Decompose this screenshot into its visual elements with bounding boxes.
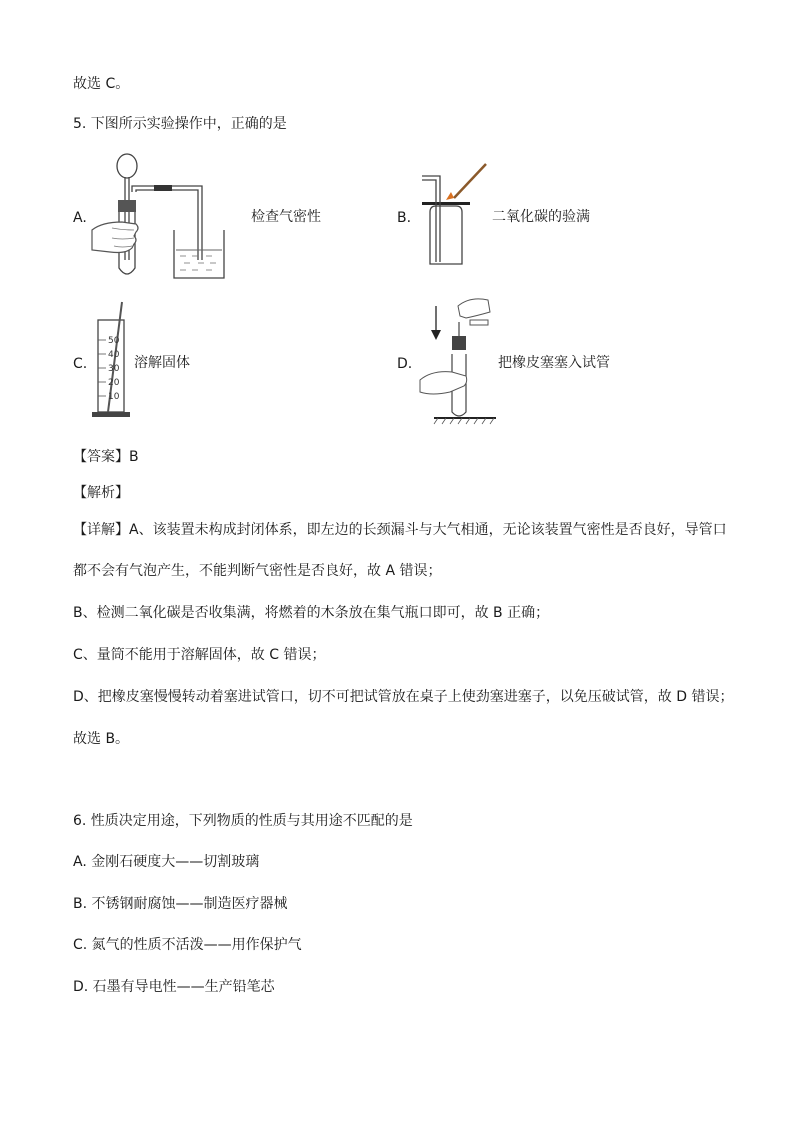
answer-tag: 【答案】B: [73, 449, 139, 465]
option-d-caption: 把橡皮塞塞入试管: [498, 355, 610, 371]
stopper-insertion-figure: [418, 292, 498, 426]
analysis-tag: 【解析】: [73, 485, 129, 501]
option-b-letter: B.: [397, 210, 412, 226]
cylinder-tick-label: 50: [108, 336, 120, 346]
option-c-caption: 溶解固体: [134, 355, 190, 371]
question-6-option-c: C. 氮气的性质不活泼——用作保护气: [73, 937, 302, 953]
option-a-letter: A.: [73, 210, 87, 226]
question-6-option-b: B. 不锈钢耐腐蚀——制造医疗器械: [73, 896, 288, 912]
question-5-stem: 5. 下图所示实验操作中，正确的是: [73, 116, 287, 132]
detail-line: C、量筒不能用于溶解固体，故 C 错误；: [73, 647, 326, 663]
option-a-caption: 检查气密性: [251, 209, 321, 225]
option-c-letter: C.: [73, 356, 88, 372]
question-6-option-a: A. 金刚石硬度大——切割玻璃: [73, 854, 260, 870]
question-6-option-d: D. 石墨有导电性——生产铅笔芯: [73, 979, 275, 995]
option-d-letter: D.: [397, 356, 413, 372]
question-6-stem: 6. 性质决定用途，下列物质的性质与其用途不匹配的是: [73, 813, 413, 829]
cylinder-tick-label: 30: [108, 364, 120, 374]
cylinder-tick-label: 40: [108, 350, 120, 360]
co2-full-test-figure: [418, 162, 498, 272]
option-b-caption: 二氧化碳的验满: [492, 209, 590, 225]
graduated-cylinder-figure: [92, 300, 132, 420]
previous-answer: 故选 C。: [73, 76, 130, 92]
detail-line: 都不会有气泡产生，不能判断气密性是否良好，故 A 错误；: [73, 563, 442, 579]
detail-line: 【详解】A、该装置未构成封闭体系，即左边的长颈漏斗与大气相通，无论该装置气密性是否良好，导管口: [73, 522, 727, 538]
airtightness-check-figure: [92, 150, 232, 280]
cylinder-tick-label: 10: [108, 392, 120, 402]
detail-line: B、检测二氧化碳是否收集满，将燃着的木条放在集气瓶口即可，故 B 正确；: [73, 605, 550, 621]
detail-line: D、把橡皮塞慢慢转动着塞进试管口，切不可把试管放在桌子上使劲塞进塞子，以免压破试管，故 D 错误；: [73, 689, 734, 705]
detail-line: 故选 B。: [73, 731, 130, 747]
cylinder-tick-label: 20: [108, 378, 120, 388]
